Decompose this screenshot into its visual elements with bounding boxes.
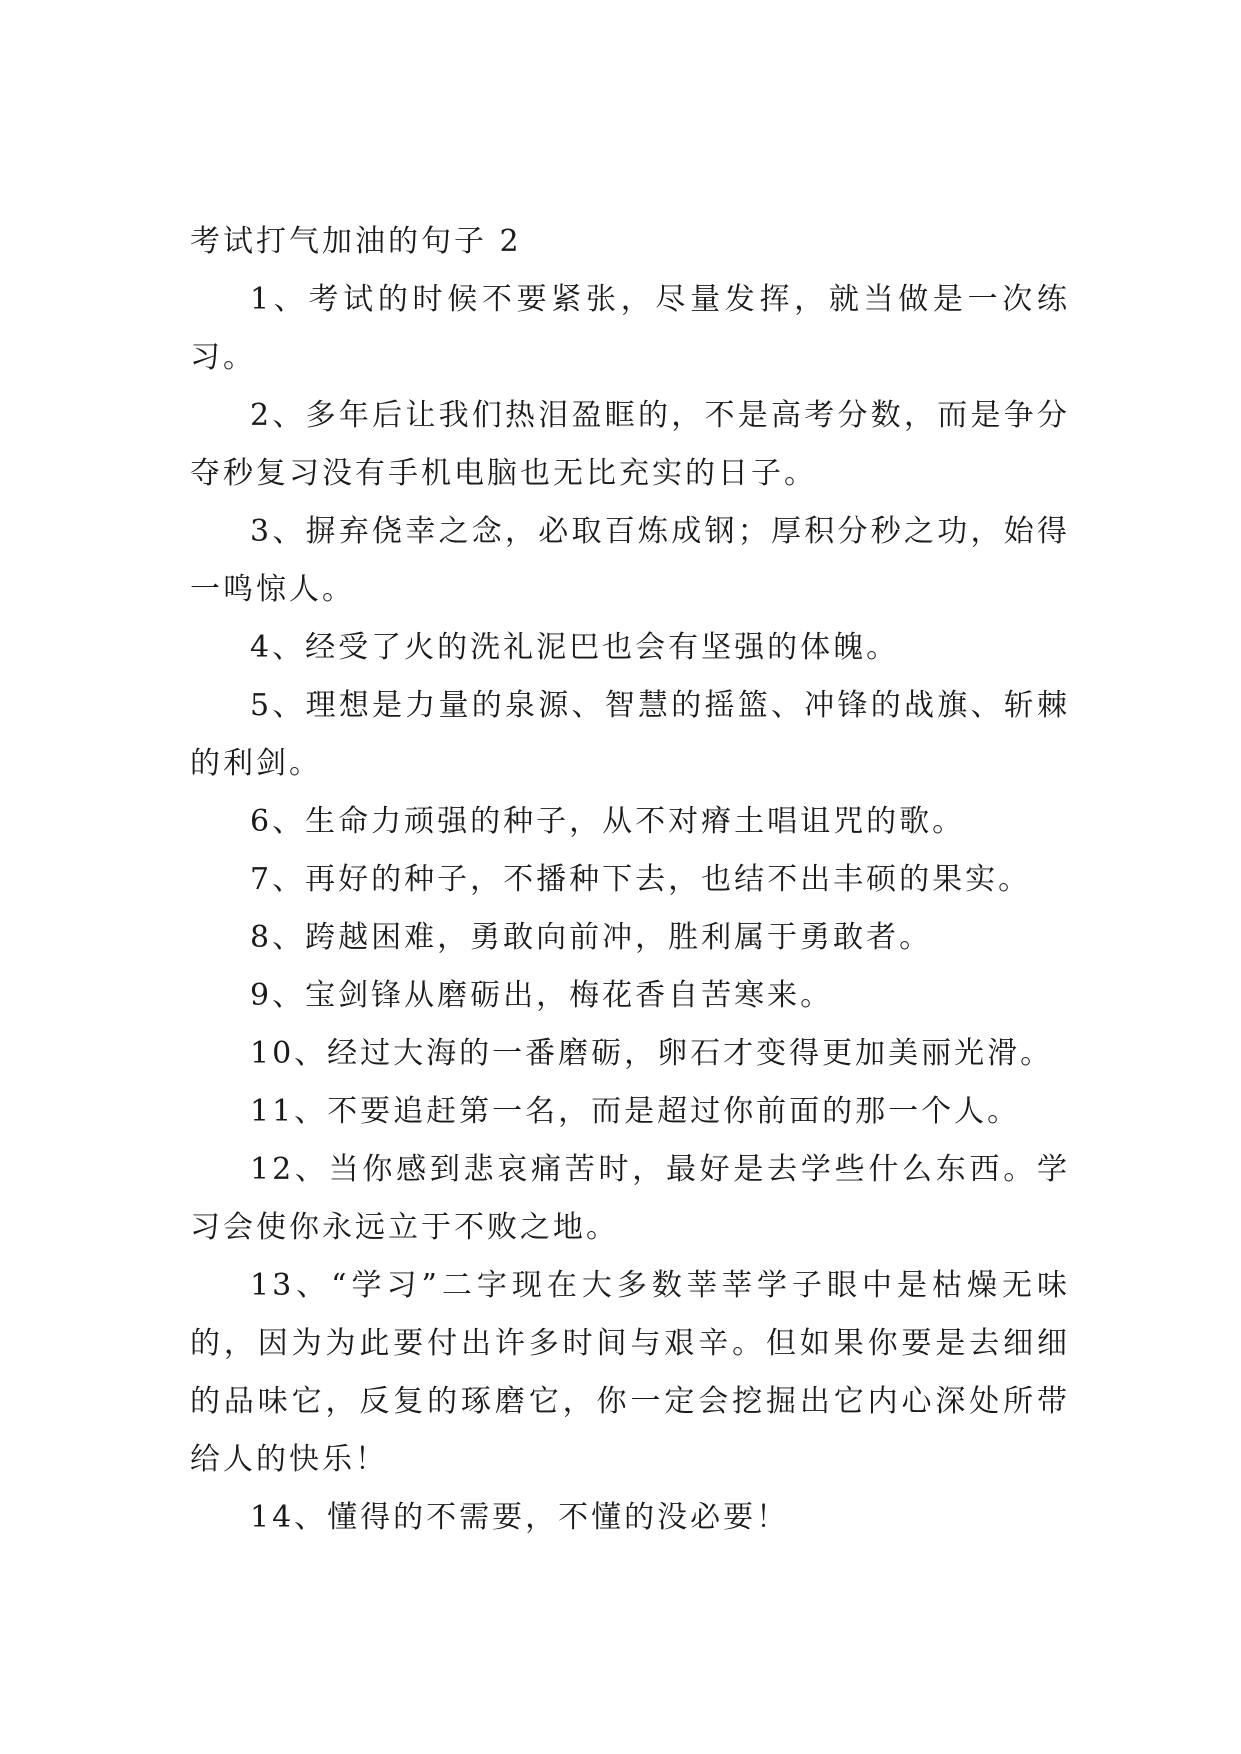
paragraph-13: 13、“学习”二字现在大多数莘莘学子眼中是枯燥无味的，因为为此要付出许多时间与艰辛。但如果你要是去细细的品味它，反复的琢磨它，你一定会挖掘出它内心深处所带给人的快乐！ [190, 1268, 1070, 1477]
document-title: 考试打气加油的句子 2 [190, 224, 522, 259]
paragraph-1: 1、考试的时候不要紧张，尽量发挥，就当做是一次练习。 [190, 282, 1070, 375]
paragraph-8: 8、跨越困难，勇敢向前冲，胜利属于勇敢者。 [250, 920, 933, 955]
paragraph-12: 12、当你感到悲哀痛苦时，最好是去学些什么东西。学习会使你永远立于不败之地。 [190, 1152, 1070, 1245]
paragraph-5: 5、理想是力量的泉源、智慧的摇篮、冲锋的战旗、斩棘的利剑。 [190, 688, 1070, 781]
document-body [190, 213, 1070, 1547]
paragraph-11: 11、不要追赶第一名，而是超过你前面的那一个人。 [250, 1094, 1021, 1129]
paragraph-10: 10、经过大海的一番磨砺，卵石才变得更加美丽光滑。 [250, 1036, 1054, 1071]
paragraph-9: 9、宝剑锋从磨砺出，梅花香自苦寒来。 [250, 978, 834, 1013]
paragraph-2: 2、多年后让我们热泪盈眶的，不是高考分数，而是争分夺秒复习没有手机电脑也无比充实的日子。 [190, 398, 1070, 491]
paragraph-4: 4、经受了火的洗礼泥巴也会有坚强的体魄。 [250, 630, 900, 665]
paragraph-14: 14、懂得的不需要，不懂的没必要！ [250, 1500, 790, 1535]
paragraph-7: 7、再好的种子，不播种下去，也结不出丰硕的果实。 [250, 862, 1032, 897]
paragraph-6: 6、生命力顽强的种子，从不对瘠土唱诅咒的歌。 [250, 804, 966, 839]
paragraph-3: 3、摒弃侥幸之念，必取百炼成钢；厚积分秒之功，始得一鸣惊人。 [190, 514, 1070, 607]
